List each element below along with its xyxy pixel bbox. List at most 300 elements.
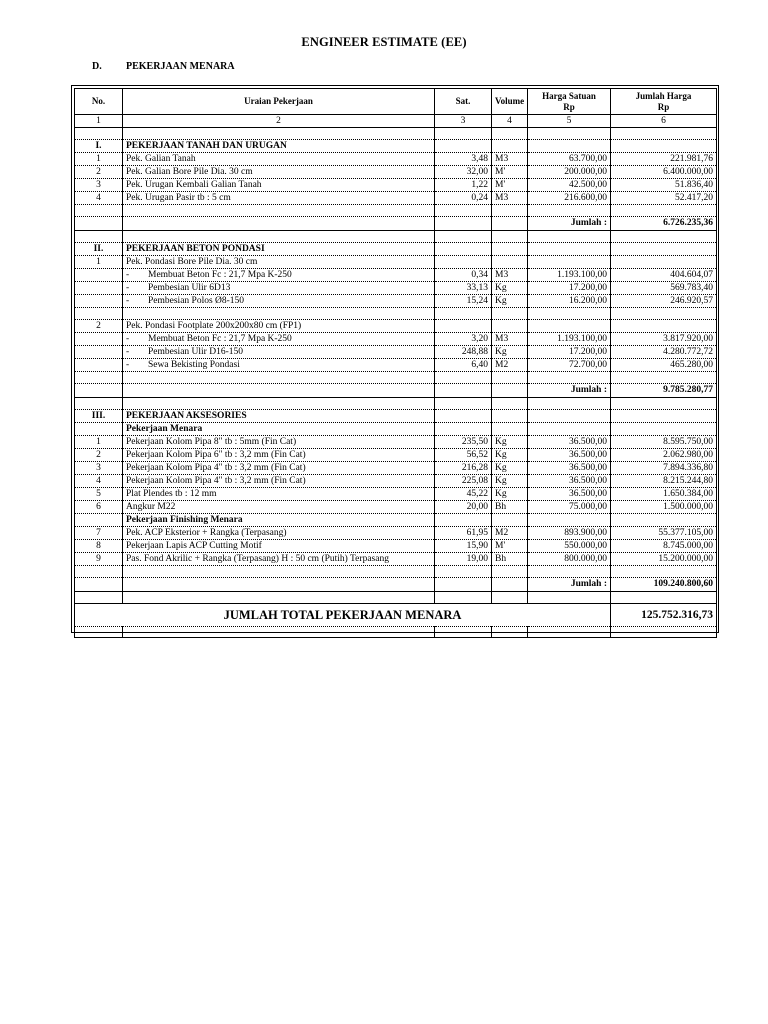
- row-jumlah-harga: [611, 256, 717, 269]
- spacer-row: [75, 372, 717, 384]
- row-description: Pek. Urugan Pasir tb : 5 cm: [123, 192, 435, 205]
- empty-cell: [123, 205, 435, 217]
- empty-cell: [528, 243, 611, 256]
- empty-cell: [75, 627, 123, 638]
- empty-cell: [75, 398, 123, 410]
- empty-cell: [492, 140, 528, 153]
- empty-cell: [611, 398, 717, 410]
- row-number: II.: [75, 243, 123, 256]
- empty-cell: [611, 308, 717, 320]
- row-jumlah-harga: 465.280,00: [611, 359, 717, 372]
- empty-cell: [123, 308, 435, 320]
- row-number: 1: [75, 256, 123, 269]
- empty-cell: [492, 128, 528, 140]
- row-sat: 248,88: [435, 346, 492, 359]
- row-jumlah-harga: 4.280.772,72: [611, 346, 717, 359]
- row-harga-satuan: 36.500,00: [528, 449, 611, 462]
- empty-cell: [611, 627, 717, 638]
- empty-cell: [435, 243, 492, 256]
- empty-cell: [492, 308, 528, 320]
- row-number: 3: [75, 179, 123, 192]
- row-sat: [435, 256, 492, 269]
- table-row: [75, 501, 717, 514]
- empty-cell: [611, 243, 717, 256]
- empty-cell: [492, 627, 528, 638]
- row-volume: [492, 320, 528, 333]
- row-sat: 0,34: [435, 269, 492, 282]
- row-harga-satuan: 36.500,00: [528, 462, 611, 475]
- row-description: [123, 282, 435, 295]
- empty-cell: [435, 140, 492, 153]
- empty-cell: [492, 231, 528, 243]
- row-sat: 3,48: [435, 153, 492, 166]
- row-harga-satuan: 1.193.100,00: [528, 269, 611, 282]
- table-row: [75, 256, 717, 269]
- row-description-text: Membuat Beton Fc : 21,7 Mpa K-250: [148, 269, 292, 280]
- row-harga-satuan: 72.700,00: [528, 359, 611, 372]
- row-harga-satuan: 36.500,00: [528, 436, 611, 449]
- row-sat: 3,20: [435, 333, 492, 346]
- row-description-text: Pembesian Ulir 6D13: [148, 282, 231, 293]
- document-title: ENGINEER ESTIMATE (EE): [301, 35, 467, 49]
- row-description: Angkur M22: [123, 501, 435, 514]
- empty-cell: [435, 217, 492, 231]
- row-description: Pek. Pondasi Bore Pile Dia. 30 cm: [123, 256, 435, 269]
- table-row: [75, 346, 717, 359]
- row-number: [75, 333, 123, 346]
- subgroup-header-row: [75, 514, 717, 527]
- section-name: PEKERJAAN MENARA: [126, 61, 235, 72]
- row-volume: M3: [492, 333, 528, 346]
- subtotal-value: 6.726.235,36: [611, 217, 717, 231]
- empty-cell: [75, 231, 123, 243]
- row-description-text: Pembesian Polos Ø8-150: [148, 295, 245, 306]
- table-row: [75, 179, 717, 192]
- header-harga-satuan-label: Harga Satuan: [542, 90, 596, 101]
- row-number: 9: [75, 553, 123, 566]
- row-description: PEKERJAAN AKSESORIES: [123, 410, 435, 423]
- empty-cell: [528, 410, 611, 423]
- row-volume: M': [492, 179, 528, 192]
- empty-cell: [123, 128, 435, 140]
- spacer-row: [75, 308, 717, 320]
- row-number: III.: [75, 410, 123, 423]
- spacer-row: [75, 205, 717, 217]
- subtotal-value: 109.240.800,60: [611, 578, 717, 592]
- spacer-row: [75, 128, 717, 140]
- row-volume: Kg: [492, 282, 528, 295]
- row-description: [123, 269, 435, 282]
- row-volume: M2: [492, 527, 528, 540]
- table-row: [75, 553, 717, 566]
- row-volume: Kg: [492, 488, 528, 501]
- table-row: [75, 527, 717, 540]
- empty-cell: [492, 566, 528, 578]
- row-description: Pek. Pondasi Footplate 200x200x80 cm (FP1): [123, 320, 435, 333]
- row-number: 1: [75, 153, 123, 166]
- empty-cell: [435, 372, 492, 384]
- section-code: D.: [92, 61, 102, 72]
- row-number: 7: [75, 527, 123, 540]
- row-number: [75, 423, 123, 436]
- empty-cell: [75, 217, 123, 231]
- empty-cell: [611, 566, 717, 578]
- empty-cell: [528, 231, 611, 243]
- empty-cell: [492, 217, 528, 231]
- table-row: [75, 192, 717, 205]
- row-harga-satuan: 16.200,00: [528, 295, 611, 308]
- row-harga-satuan: 893.900,00: [528, 527, 611, 540]
- empty-cell: [492, 372, 528, 384]
- subgroup-header-row: [75, 423, 717, 436]
- empty-cell: [435, 423, 492, 436]
- subtotal-row: [75, 384, 717, 398]
- empty-cell: [611, 128, 717, 140]
- empty-cell: [528, 140, 611, 153]
- row-number: I.: [75, 140, 123, 153]
- row-description-text: Sewa Bekisting Pondasi: [148, 359, 240, 370]
- spacer-row: [75, 398, 717, 410]
- table-row: [75, 475, 717, 488]
- row-volume: Kg: [492, 462, 528, 475]
- grand-total-value: 125.752.316,73: [611, 604, 717, 627]
- row-description: Pekerjaan Kolom Pipa 4" tb : 3,2 mm (Fin Cat): [123, 462, 435, 475]
- row-jumlah-harga: 1.500.000,00: [611, 501, 717, 514]
- bullet-dash: -: [126, 333, 130, 344]
- empty-cell: [611, 140, 717, 153]
- empty-cell: [611, 231, 717, 243]
- row-jumlah-harga: 52.417,20: [611, 192, 717, 205]
- row-description: Pekerjaan Kolom Pipa 6" tb : 3,2 mm (Fin Cat): [123, 449, 435, 462]
- empty-cell: [492, 423, 528, 436]
- empty-cell: [123, 231, 435, 243]
- row-volume: Kg: [492, 436, 528, 449]
- row-jumlah-harga: 8.215.244,80: [611, 475, 717, 488]
- column-number-row: [75, 115, 717, 128]
- empty-cell: [492, 410, 528, 423]
- row-jumlah-harga: 404.604,07: [611, 269, 717, 282]
- row-jumlah-harga: 8.745.000,00: [611, 540, 717, 553]
- row-harga-satuan: 42.500,00: [528, 179, 611, 192]
- row-volume: Kg: [492, 449, 528, 462]
- table-row: [75, 449, 717, 462]
- empty-cell: [75, 128, 123, 140]
- empty-cell: [435, 514, 492, 527]
- row-description: Pek. ACP Eksterior + Rangka (Terpasang): [123, 527, 435, 540]
- row-description: Pekerjaan Finishing Menara: [123, 514, 435, 527]
- empty-cell: [435, 205, 492, 217]
- empty-cell: [492, 514, 528, 527]
- empty-cell: [492, 384, 528, 398]
- empty-cell: [528, 592, 611, 604]
- row-volume: M3: [492, 153, 528, 166]
- row-volume: M3: [492, 192, 528, 205]
- row-description: [123, 346, 435, 359]
- row-description: Pek. Galian Bore Pile Dia. 30 cm: [123, 166, 435, 179]
- row-number: 8: [75, 540, 123, 553]
- table-row: [75, 282, 717, 295]
- row-description-text: Membuat Beton Fc : 21,7 Mpa K-250: [148, 333, 292, 344]
- empty-cell: [75, 592, 123, 604]
- empty-cell: [435, 384, 492, 398]
- spacer-row: [75, 627, 717, 638]
- bullet-dash: -: [126, 359, 130, 370]
- row-sat: 0,24: [435, 192, 492, 205]
- empty-cell: [435, 566, 492, 578]
- row-number: [75, 514, 123, 527]
- header-jumlah-harga-label: Jumlah Harga: [635, 90, 692, 101]
- subtotal-label: Jumlah :: [528, 217, 611, 231]
- row-harga-satuan: 550.000,00: [528, 540, 611, 553]
- row-sat: 61,95: [435, 527, 492, 540]
- empty-cell: [435, 128, 492, 140]
- empty-cell: [435, 308, 492, 320]
- row-sat: 45,22: [435, 488, 492, 501]
- column-number: 5: [528, 115, 611, 128]
- empty-cell: [123, 217, 435, 231]
- empty-cell: [611, 423, 717, 436]
- row-description: Pek. Urugan Kembali Galian Tanah: [123, 179, 435, 192]
- row-number: [75, 359, 123, 372]
- subtotal-label: Jumlah :: [528, 384, 611, 398]
- table-row: [75, 436, 717, 449]
- row-description: PEKERJAAN BETON PONDASI: [123, 243, 435, 256]
- empty-cell: [123, 384, 435, 398]
- empty-cell: [435, 398, 492, 410]
- empty-cell: [528, 398, 611, 410]
- row-volume: M': [492, 166, 528, 179]
- table-row: [75, 295, 717, 308]
- group-header-row: [75, 243, 717, 256]
- row-volume: [492, 256, 528, 269]
- row-sat: 56,52: [435, 449, 492, 462]
- empty-cell: [123, 592, 435, 604]
- empty-cell: [75, 205, 123, 217]
- table-row: [75, 320, 717, 333]
- empty-cell: [75, 308, 123, 320]
- spacer-row: [75, 231, 717, 243]
- header-volume: Volume: [492, 89, 528, 115]
- subtotal-value: 9.785.280,77: [611, 384, 717, 398]
- empty-cell: [75, 578, 123, 592]
- empty-cell: [492, 398, 528, 410]
- empty-cell: [123, 372, 435, 384]
- empty-cell: [123, 578, 435, 592]
- row-description: Pekerjaan Kolom Pipa 8" tb : 5mm (Fin Cat): [123, 436, 435, 449]
- row-description: [123, 333, 435, 346]
- row-description: Pek. Galian Tanah: [123, 153, 435, 166]
- header-row: [75, 89, 717, 115]
- empty-cell: [528, 514, 611, 527]
- row-number: [75, 346, 123, 359]
- row-jumlah-harga: 3.817.920,00: [611, 333, 717, 346]
- column-number: 1: [75, 115, 123, 128]
- row-jumlah-harga: 1.650.384,00: [611, 488, 717, 501]
- row-harga-satuan: 1.193.100,00: [528, 333, 611, 346]
- empty-cell: [492, 592, 528, 604]
- empty-cell: [528, 308, 611, 320]
- row-description-text: Pembesian Ulir D16-150: [148, 346, 243, 357]
- table-row: [75, 166, 717, 179]
- empty-cell: [492, 578, 528, 592]
- row-sat: 235,50: [435, 436, 492, 449]
- row-description: Plat Plendes tb : 12 mm: [123, 488, 435, 501]
- table-row: [75, 269, 717, 282]
- row-harga-satuan: 75.000,00: [528, 501, 611, 514]
- row-sat: 19,00: [435, 553, 492, 566]
- row-harga-satuan: 36.500,00: [528, 475, 611, 488]
- row-jumlah-harga: 6.400.000,00: [611, 166, 717, 179]
- row-harga-satuan: 17.200,00: [528, 346, 611, 359]
- row-number: 5: [75, 488, 123, 501]
- group-header-row: [75, 140, 717, 153]
- empty-cell: [75, 384, 123, 398]
- row-sat: 15,24: [435, 295, 492, 308]
- table-row: [75, 153, 717, 166]
- row-number: 6: [75, 501, 123, 514]
- empty-cell: [611, 514, 717, 527]
- empty-cell: [528, 566, 611, 578]
- row-jumlah-harga: 8.595.750,00: [611, 436, 717, 449]
- table-row: [75, 488, 717, 501]
- header-harga-satuan-unit: Rp: [563, 101, 575, 112]
- table-row: [75, 359, 717, 372]
- row-description: Pekerjaan Menara: [123, 423, 435, 436]
- row-jumlah-harga: 221.981,76: [611, 153, 717, 166]
- row-harga-satuan: 800.000,00: [528, 553, 611, 566]
- empty-cell: [75, 566, 123, 578]
- table-row: [75, 462, 717, 475]
- row-volume: Kg: [492, 295, 528, 308]
- empty-cell: [435, 592, 492, 604]
- row-description: [123, 295, 435, 308]
- row-harga-satuan: 216.600,00: [528, 192, 611, 205]
- row-sat: 225,08: [435, 475, 492, 488]
- empty-cell: [435, 410, 492, 423]
- row-volume: Bh: [492, 501, 528, 514]
- row-jumlah-harga: 246.920,57: [611, 295, 717, 308]
- row-jumlah-harga: 569.783,40: [611, 282, 717, 295]
- row-jumlah-harga: 15.200.000,00: [611, 553, 717, 566]
- row-sat: 1,22: [435, 179, 492, 192]
- spacer-row: [75, 592, 717, 604]
- row-description: PEKERJAAN TANAH DAN URUGAN: [123, 140, 435, 153]
- row-number: 4: [75, 192, 123, 205]
- row-description: Pas. Fond Akrilic + Rangka (Terpasang) H : 50 cm (Putih) Terpasang: [123, 553, 435, 566]
- row-volume: M': [492, 540, 528, 553]
- subtotal-row: [75, 217, 717, 231]
- row-description: [123, 359, 435, 372]
- table-row: [75, 540, 717, 553]
- row-number: 2: [75, 449, 123, 462]
- empty-cell: [611, 372, 717, 384]
- empty-cell: [75, 372, 123, 384]
- row-number: 2: [75, 166, 123, 179]
- group-header-row: [75, 410, 717, 423]
- row-sat: 33,13: [435, 282, 492, 295]
- grand-total-row: [75, 604, 717, 627]
- subtotal-row: [75, 578, 717, 592]
- row-harga-satuan: [528, 320, 611, 333]
- row-volume: Kg: [492, 346, 528, 359]
- row-jumlah-harga: 51.836,40: [611, 179, 717, 192]
- empty-cell: [492, 243, 528, 256]
- empty-cell: [611, 205, 717, 217]
- empty-cell: [123, 398, 435, 410]
- header-jumlah-harga-unit: Rp: [657, 101, 670, 112]
- empty-cell: [435, 578, 492, 592]
- row-harga-satuan: 36.500,00: [528, 488, 611, 501]
- empty-cell: [123, 566, 435, 578]
- empty-cell: [528, 627, 611, 638]
- column-number: 3: [435, 115, 492, 128]
- column-number: 2: [123, 115, 435, 128]
- spacer-row: [75, 566, 717, 578]
- row-volume: M2: [492, 359, 528, 372]
- row-jumlah-harga: [611, 320, 717, 333]
- row-description: Pekerjaan Kolom Pipa 4" tb : 3,2 mm (Fin Cat): [123, 475, 435, 488]
- subtotal-label: Jumlah :: [528, 578, 611, 592]
- grand-total-label: JUMLAH TOTAL PEKERJAAN MENARA: [75, 604, 611, 627]
- header-sat: Sat.: [435, 89, 492, 115]
- row-sat: [435, 320, 492, 333]
- row-jumlah-harga: 55.377.105,00: [611, 527, 717, 540]
- row-harga-satuan: 200.000,00: [528, 166, 611, 179]
- table-row: [75, 333, 717, 346]
- empty-cell: [611, 410, 717, 423]
- header-uraian: Uraian Pekerjaan: [123, 89, 435, 115]
- estimate-table: [74, 88, 717, 638]
- row-sat: 216,28: [435, 462, 492, 475]
- empty-cell: [528, 205, 611, 217]
- empty-cell: [528, 423, 611, 436]
- bullet-dash: -: [126, 346, 130, 357]
- row-number: [75, 269, 123, 282]
- row-number: [75, 295, 123, 308]
- column-number: 4: [492, 115, 528, 128]
- row-number: 2: [75, 320, 123, 333]
- row-jumlah-harga: 7.894.336,80: [611, 462, 717, 475]
- row-sat: 6,40: [435, 359, 492, 372]
- row-harga-satuan: 17.200,00: [528, 282, 611, 295]
- header-no: No.: [75, 89, 123, 115]
- row-description: Pekerjaan Lapis ACP Cutting Motif: [123, 540, 435, 553]
- row-jumlah-harga: 2.062.980,00: [611, 449, 717, 462]
- row-sat: 20,00: [435, 501, 492, 514]
- column-number: 6: [611, 115, 717, 128]
- row-volume: Kg: [492, 475, 528, 488]
- row-number: 3: [75, 462, 123, 475]
- empty-cell: [123, 627, 435, 638]
- empty-cell: [611, 592, 717, 604]
- row-number: 4: [75, 475, 123, 488]
- empty-cell: [435, 231, 492, 243]
- row-number: [75, 282, 123, 295]
- row-harga-satuan: 63.700,00: [528, 153, 611, 166]
- empty-cell: [435, 627, 492, 638]
- header-harga-satuan: [528, 89, 611, 115]
- row-sat: 15,90: [435, 540, 492, 553]
- bullet-dash: -: [126, 282, 130, 293]
- bullet-dash: -: [126, 295, 130, 306]
- row-number: 1: [75, 436, 123, 449]
- empty-cell: [528, 372, 611, 384]
- header-jumlah-harga: [611, 89, 717, 115]
- empty-cell: [492, 205, 528, 217]
- row-volume: M3: [492, 269, 528, 282]
- row-volume: Bh: [492, 553, 528, 566]
- empty-cell: [528, 128, 611, 140]
